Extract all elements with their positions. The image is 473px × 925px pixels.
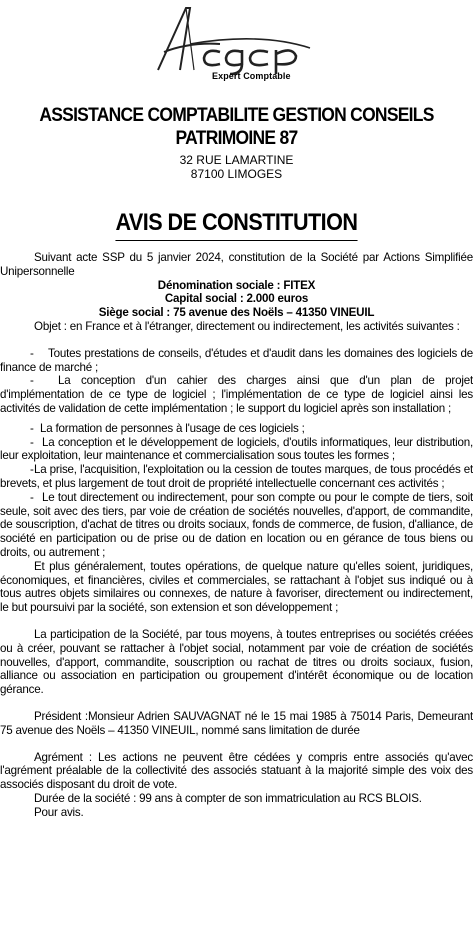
list-item (0, 422, 473, 436)
list-item-text: La formation de personnes à l'usage de ces logiciels ; (40, 421, 305, 435)
pour-avis: Pour avis. (34, 805, 84, 819)
company-name-line1: ASSISTANCE COMPTABILITE GESTION CONSEILS (39, 105, 434, 126)
list-dash: - (30, 346, 34, 360)
list-dash: - (30, 463, 34, 477)
list-dash: - (30, 374, 34, 388)
list-item (0, 436, 473, 464)
list-item-text: Le tout directement ou indirectement, pour son compte ou pour le compte de tiers, soit seule, soit avec des tiers, par voie de création de sociétés nouvelles, d'apport, de commandite, de souscription, d'achat de titres ou droits sociaux, fonds de commerce, de fusion, d'alliance, de société en participation ou de prise ou de dation en location ou en gérance de tous biens ou droits, ou autrement ; (0, 490, 473, 559)
list-item-text: La conception d'un cahier des charges ainsi que d'un plan de projet d'implémentation de ce type de logiciel ; l'implémentation de ce type de logiciel ainsi les activités de validation de cette implémentation ; le support du logiciel après son installation ; (0, 374, 473, 415)
company-name-line2: PATRIMOINE 87 (175, 128, 298, 149)
list-item-text: Toutes prestations de conseils, d'études et d'audit dans les domaines des logiciels de finance de marché ; (0, 346, 473, 374)
title-block (0, 208, 473, 241)
list-item-text: La prise, l'acquisition, l'exploitation ou la cession de toutes marques, de tous procédés et brevets, et plus largement de tout droit de propriété intellectuelle concernant ces activités ; (0, 463, 473, 490)
participation-paragraph: La participation de la Société, par tous moyens, à toutes entreprises ou sociétés créées ou à créer, pouvant se rattacher à l'objet social, notamment par voie de création de sociétés nouvelles, d'apport, commandite, souscription ou rachat de titres ou droits sociaux, fusion, alliance ou association en participation ou groupement d'intérêt économique ou de location gérance. (0, 627, 473, 697)
list-item (0, 347, 473, 375)
logo-text (150, 76, 151, 77)
list-dash: - (30, 490, 34, 504)
list-dash: - (30, 421, 34, 435)
objet-intro: Objet : en France et à l'étranger, directement ou indirectement, les activités suivantes : (34, 319, 460, 333)
president-paragraph: Président :Monsieur Adrien SAUVAGNAT né le 15 mai 1985 à 75014 Paris, Demeurant 75 avenue des Noëls – 41350 VINEUIL, nommé sans limitation de durée (0, 709, 473, 737)
general-paragraph: Et plus généralement, toutes opérations, de quelque nature qu'elles soient, juridiques, économiques, et financières, civiles et commerciales, se rattachant à l'objet sus indiqué ou à tous autres objets similaires ou connexes, de nature à favoriser, directement ou indirectement, le but poursuivi par la société, son extension et son développement ; (0, 559, 473, 615)
list-dash: - (30, 435, 34, 449)
siege-social: Siège social : 75 avenue des Noëls – 41350 VINEUIL (98, 306, 375, 320)
firm-header (0, 104, 473, 181)
list-item (0, 463, 473, 491)
acgcp-logo-icon (150, 4, 320, 76)
list-item (0, 374, 473, 415)
address-street: 32 RUE LAMARTINE (179, 153, 294, 167)
agrement-paragraph: Agrément : Les actions ne peuvent être cédées y compris entre associés qu'avec l'agrément préalable de la collectivité des associés statuant à la majorité simple des voix des associés disposant du droit de vote. (0, 750, 473, 792)
denomination: Dénomination sociale : FITEX (157, 278, 316, 292)
duree-paragraph: Durée de la société : 99 ans à compter de son immatriculation au RCS BLOIS. (34, 791, 422, 805)
notice-title: AVIS DE CONSTITUTION (115, 208, 357, 241)
list-item (0, 491, 473, 560)
intro-paragraph: Suivant acte SSP du 5 janvier 2024, constitution de la Société par Actions Simplifiée Unipersonnelle (0, 251, 473, 278)
list-item-text: La conception et le développement de logiciels, d'outils informatiques, leur distribution, leur exploitation, leur maintenance et commercialisation sous toutes les formes ; (0, 435, 473, 463)
logo-subtitle: Expert Comptable (212, 71, 291, 81)
capital: Capital social : 2.000 euros (164, 292, 309, 306)
address-city: 87100 LIMOGES (190, 167, 283, 181)
notice-body (0, 251, 473, 819)
